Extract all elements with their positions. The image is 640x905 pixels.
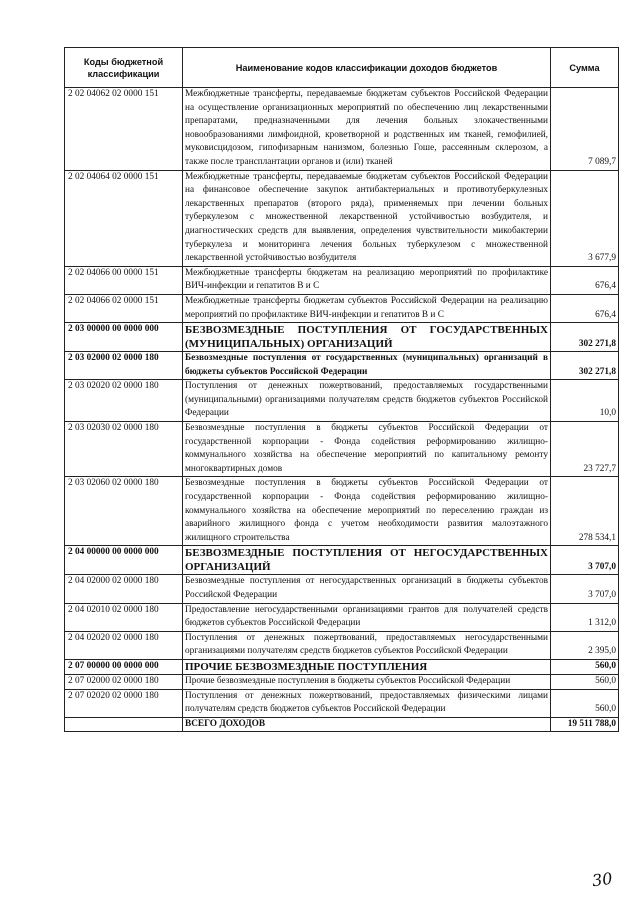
table-row [65,717,619,732]
code-cell: 2 04 02010 02 0000 180 [65,603,183,631]
name-cell: Поступления от денежных пожертвований, предоставляемых физическими лицами получателям средств бюджетов субъектов Российской Федерации [183,689,551,717]
code-cell: 2 07 02000 02 0000 180 [65,674,183,689]
name-cell: Прочие безвозмездные поступления в бюджеты субъектов Российской Федерации [183,674,551,689]
document-page [64,47,616,732]
sum-cell: 19 511 788,0 [551,717,619,732]
name-cell: Поступления от денежных пожертвований, предоставляемых государственными (муниципальными) организациями получателям средств бюджетов субъектов Российской Федерации [183,380,551,422]
name-cell: ПРОЧИЕ БЕЗВОЗМЕЗДНЫЕ ПОСТУПЛЕНИЯ [183,659,551,674]
name-cell: Межбюджетные трансферты, передаваемые бюджетам субъектов Российской Федерации на осуществление организационных мероприятий по обеспечению лиц лекарственными препаратами, предназначенными для лечения больных злокачественными новообразованиями лимфоидной, кроветворной и родственных им тканей, гемофилией, муковисцидозом, гипофизарным нанизмом, болезнью Гоше, рассеянным склерозом, а также после трансплантации органов и (или) тканей [183,88,551,171]
sum-cell: 278 534,1 [551,477,619,546]
table-row [65,266,619,294]
page-number: 30 [590,868,614,891]
table-row [65,477,619,546]
table-row [65,546,619,575]
code-cell: 2 03 02060 02 0000 180 [65,477,183,546]
name-cell: Межбюджетные трансферты бюджетам на реализацию мероприятий по профилактике ВИЧ-инфекции и гепатитов В и С [183,266,551,294]
name-cell: ВСЕГО ДОХОДОВ [183,717,551,732]
sum-cell: 3 707,0 [551,546,619,575]
sum-cell: 560,0 [551,674,619,689]
code-cell: 2 02 04064 02 0000 151 [65,170,183,266]
sum-cell: 302 271,8 [551,352,619,380]
table-header [65,48,619,88]
sum-cell: 2 395,0 [551,631,619,659]
name-cell: БЕЗВОЗМЕЗДНЫЕ ПОСТУПЛЕНИЯ ОТ ГОСУДАРСТВЕННЫХ (МУНИЦИПАЛЬНЫХ) ОРГАНИЗАЦИЙ [183,323,551,352]
table-row [65,575,619,603]
table-row [65,323,619,352]
name-cell: Межбюджетные трансферты бюджетам субъектов Российской Федерации на реализацию мероприятий по профилактике ВИЧ-инфекции и гепатитов В и С [183,294,551,322]
code-cell: 2 03 02020 02 0000 180 [65,380,183,422]
name-cell: Безвозмездные поступления в бюджеты субъектов Российской Федерации от государственной корпорации - Фонда содействия реформированию жилищно-коммунального хозяйства на обеспечение мероприятий по капитальному ремонту многоквартирных домов [183,422,551,477]
table-row [65,689,619,717]
table-row [65,674,619,689]
name-cell: Поступления от денежных пожертвований, предоставляемых негосударственными организациями получателям средств бюджетов субъектов Российской Федерации [183,631,551,659]
table-row [65,88,619,171]
table-row [65,631,619,659]
code-cell: 2 04 02000 02 0000 180 [65,575,183,603]
code-cell: 2 03 02030 02 0000 180 [65,422,183,477]
sum-cell: 302 271,8 [551,323,619,352]
table-row [65,352,619,380]
sum-cell: 676,4 [551,294,619,322]
header-sum: Сумма [551,48,619,88]
sum-cell: 23 727,7 [551,422,619,477]
sum-cell: 560,0 [551,689,619,717]
code-cell: 2 07 02020 02 0000 180 [65,689,183,717]
name-cell: Безвозмездные поступления от государственных (муниципальных) организаций в бюджеты субъектов Российской Федерации [183,352,551,380]
sum-cell: 1 312,0 [551,603,619,631]
code-cell: 2 07 00000 00 0000 000 [65,659,183,674]
table-row [65,170,619,266]
code-cell: 2 03 00000 00 0000 000 [65,323,183,352]
name-cell: Безвозмездные поступления в бюджеты субъектов Российской Федерации от государственной корпорации - Фонда содействия реформированию жилищно-коммунального хозяйства на обеспечение мероприятий по переселению граждан из аварийного жилищного фонда с учетом необходимости развития малоэтажного жилищного строительства [183,477,551,546]
sum-cell: 7 089,7 [551,88,619,171]
table-row [65,422,619,477]
code-cell: 2 02 04062 02 0000 151 [65,88,183,171]
table-row [65,603,619,631]
code-cell: 2 03 02000 02 0000 180 [65,352,183,380]
sum-cell: 676,4 [551,266,619,294]
name-cell: Безвозмездные поступления от негосударственных организаций в бюджеты субъектов Российской Федерации [183,575,551,603]
table-body [65,88,619,732]
name-cell: Межбюджетные трансферты, передаваемые бюджетам субъектов Российской Федерации на финансовое обеспечение закупок антибактериальных и противотуберкулезных лекарственных препаратов (второго ряда), применяемых при лечении больных туберкулезом с множественной лекарственной устойчивостью возбудителя, и диагностических средств для выявления, определения чувствительности микобактерии туберкулеза и мониторинга лечения больных туберкулезом с множественной лекарственной устойчивостью возбудителя [183,170,551,266]
code-cell: 2 04 00000 00 0000 000 [65,546,183,575]
name-cell: БЕЗВОЗМЕЗДНЫЕ ПОСТУПЛЕНИЯ ОТ НЕГОСУДАРСТВЕННЫХ ОРГАНИЗАЦИЙ [183,546,551,575]
sum-cell: 3 677,9 [551,170,619,266]
name-cell: Предоставление негосударственными организациями грантов для получателей средств бюджетов субъектов Российской Федерации [183,603,551,631]
header-code: Коды бюджетной классификации [65,48,183,88]
revenue-table [64,47,619,732]
sum-cell: 560,0 [551,659,619,674]
sum-cell: 10,0 [551,380,619,422]
code-cell: 2 04 02020 02 0000 180 [65,631,183,659]
table-row [65,380,619,422]
sum-cell: 3 707,0 [551,575,619,603]
header-name: Наименование кодов классификации доходов бюджетов [183,48,551,88]
code-cell: 2 02 04066 02 0000 151 [65,294,183,322]
code-cell: 2 02 04066 00 0000 151 [65,266,183,294]
table-row [65,294,619,322]
table-row [65,659,619,674]
code-cell [65,717,183,732]
